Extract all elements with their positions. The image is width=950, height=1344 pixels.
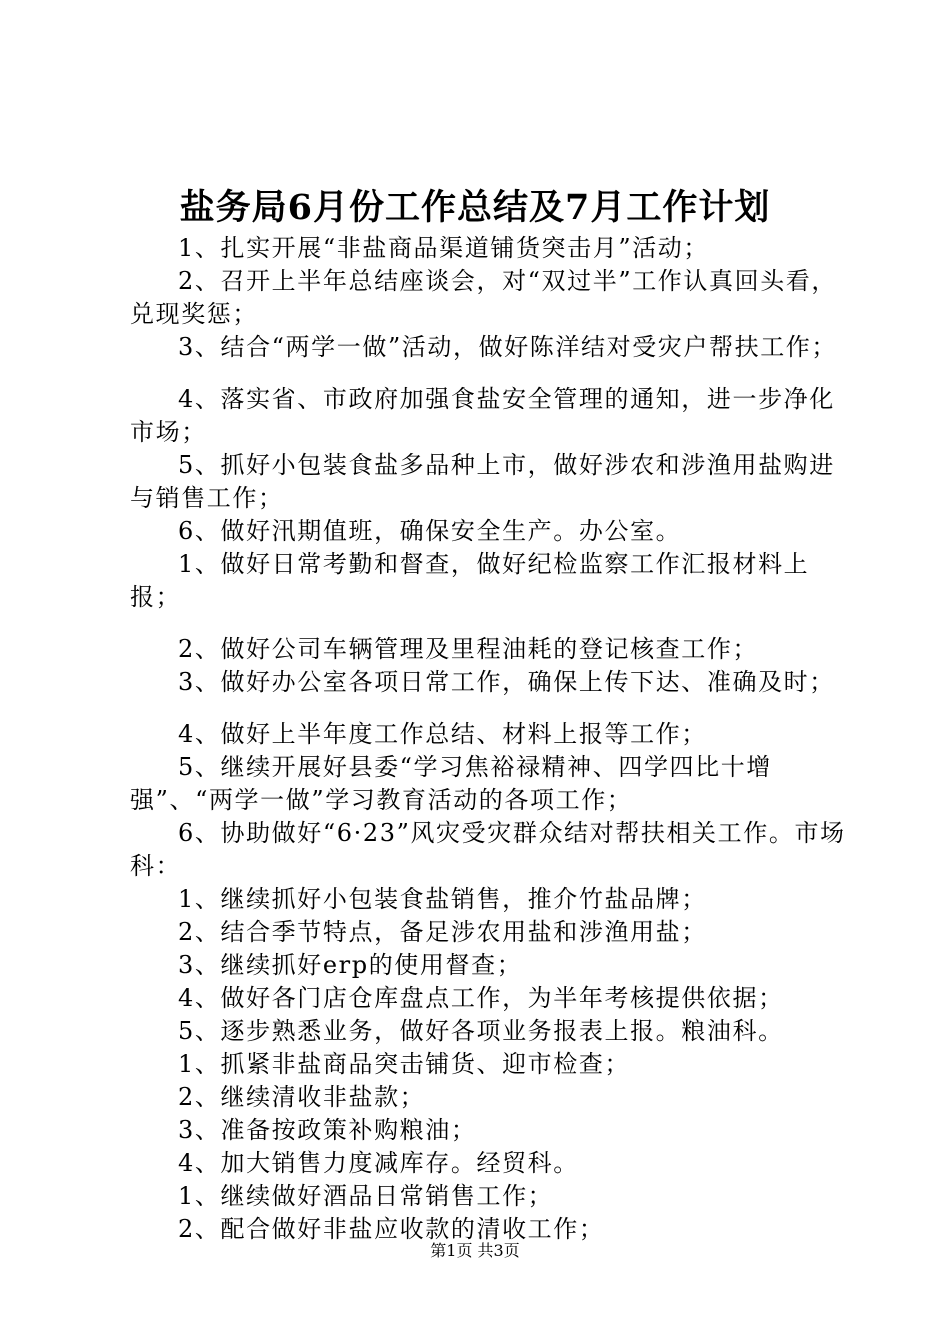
paragraph: 4、做好各门店仓库盘点工作，为半年考核提供依据； [178, 984, 784, 1012]
paragraph: 2、结合季节特点，备足涉农用盐和涉渔用盐； [178, 918, 707, 946]
paragraph: 4、落实省、市政府加强食盐安全管理的通知，进一步净化市场； [130, 385, 835, 446]
paragraph: 3、准备按政策补购粮油； [178, 1116, 477, 1144]
paragraph: 1、扎实开展“非盐商品渠道铺货突击月”活动； [178, 234, 710, 262]
paragraph: 2、召开上半年总结座谈会，对“双过半”工作认真回头看，兑现奖惩； [130, 267, 838, 328]
paragraph: 1、抓紧非盐商品突击铺货、迎市检查； [178, 1050, 631, 1078]
paragraph: 5、逐步熟悉业务，做好各项业务报表上报。粮油科。 [178, 1017, 784, 1045]
paragraph: 4、做好上半年度工作总结、材料上报等工作； [178, 720, 707, 748]
paragraph: 3、继续抓好erp的使用督查； [178, 951, 523, 979]
paragraph: 2、配合做好非盐应收款的清收工作； [178, 1215, 605, 1243]
paragraph: 4、加大销售力度减库存。经贸科。 [178, 1149, 579, 1177]
paragraph: 6、协助做好“6·23”风灾受灾群众结对帮扶相关工作。市场科： [130, 819, 846, 880]
document-body [130, 232, 850, 1246]
paragraph: 3、结合“两学一做”活动，做好陈洋结对受灾户帮扶工作； [178, 333, 838, 361]
paragraph: 2、继续清收非盐款； [178, 1083, 426, 1111]
paragraph: 5、继续开展好县委“学习焦裕禄精神、四学四比十增强”、“两学一做”学习教育活动的各项工作； [130, 753, 772, 814]
paragraph: 1、做好日常考勤和督查，做好纪检监察工作汇报材料上报； [130, 550, 810, 611]
paragraph: 6、做好汛期值班，确保安全生产。办公室。 [178, 517, 682, 545]
paragraph: 2、做好公司车辆管理及里程油耗的登记核查工作； [178, 635, 759, 663]
paragraph: 1、继续抓好小包装食盐销售，推介竹盐品牌； [178, 885, 707, 913]
paragraph: 1、继续做好酒品日常销售工作； [178, 1182, 554, 1210]
paragraph: 5、抓好小包装食盐多品种上市，做好涉农和涉渔用盐购进与销售工作； [130, 451, 835, 512]
paragraph: 3、做好办公室各项日常工作，确保上传下达、准确及时； [178, 668, 835, 696]
document-title: 盐务局6月份工作总结及7月工作计划 [179, 187, 771, 228]
page-footer: 第1页 共3页 [430, 1241, 520, 1260]
